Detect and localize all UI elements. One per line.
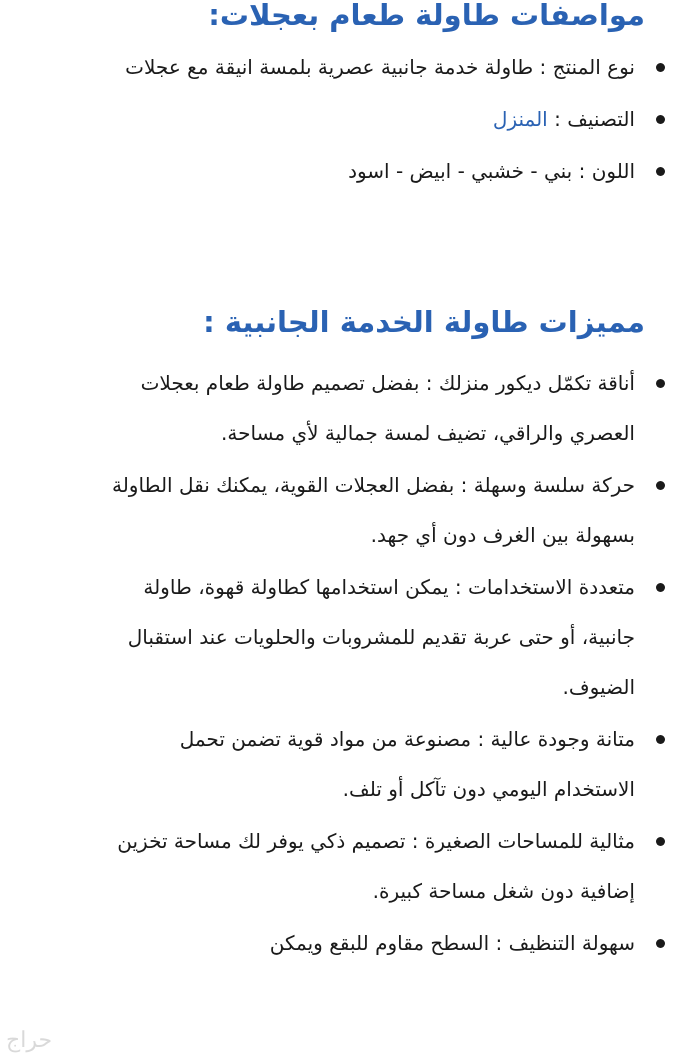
- spec-category-label: التصنيف :: [547, 107, 635, 131]
- list-item: [95, 94, 635, 144]
- list-item: [95, 42, 635, 92]
- specs-list: [95, 42, 635, 198]
- specs-heading: مواصفات طاولة طعام بعجلات:: [208, 0, 645, 32]
- bullet-icon: [656, 939, 665, 948]
- features-heading: مميزات طاولة الخدمة الجانبية :: [203, 305, 645, 339]
- bullet-icon: [656, 115, 665, 124]
- feature-text: سهولة التنظيف : السطح مقاوم للبقع ويمكن: [269, 931, 635, 955]
- feature-text: حركة سلسة وسهلة : بفضل العجلات القوية، يمكنك نقل الطاولة بسهولة بين الغرف دون أي جهد.: [111, 473, 635, 547]
- category-link[interactable]: المنزل: [492, 107, 548, 131]
- spec-color: اللون : بني - خشبي - ابيض - اسود: [348, 159, 635, 183]
- list-item: [95, 918, 635, 968]
- list-item: [95, 562, 635, 712]
- spec-product-type: نوع المنتج : طاولة خدمة جانبية عصرية بلمسة انيقة مع عجلات: [125, 55, 635, 79]
- list-item: [95, 460, 635, 560]
- list-item: [95, 714, 635, 814]
- bullet-icon: [656, 63, 665, 72]
- feature-text: متانة وجودة عالية : مصنوعة من مواد قوية تضمن تحمل الاستخدام اليومي دون تآكل أو تلف.: [179, 727, 635, 801]
- feature-text: متعددة الاستخدامات : يمكن استخدامها كطاولة قهوة، طاولة جانبية، أو حتى عربة تقديم للمشروبات والحلويات عند استقبال الضيوف.: [127, 575, 635, 699]
- bullet-icon: [656, 481, 665, 490]
- bullet-icon: [656, 583, 665, 592]
- list-item: [95, 816, 635, 916]
- features-list: [95, 358, 635, 970]
- bullet-icon: [656, 167, 665, 176]
- bullet-icon: [656, 735, 665, 744]
- list-item: [95, 146, 635, 196]
- bullet-icon: [656, 837, 665, 846]
- list-item: [95, 358, 635, 458]
- bullet-icon: [656, 379, 665, 388]
- feature-text: مثالية للمساحات الصغيرة : تصميم ذكي يوفر لك مساحة تخزين إضافية دون شغل مساحة كبيرة.: [117, 829, 635, 903]
- watermark-logo: حراج: [6, 1028, 53, 1053]
- feature-text: أناقة تكمّل ديكور منزلك : بفضل تصميم طاولة طعام بعجلات العصري والراقي، تضيف لمسة جمالية لأي مساحة.: [140, 371, 635, 445]
